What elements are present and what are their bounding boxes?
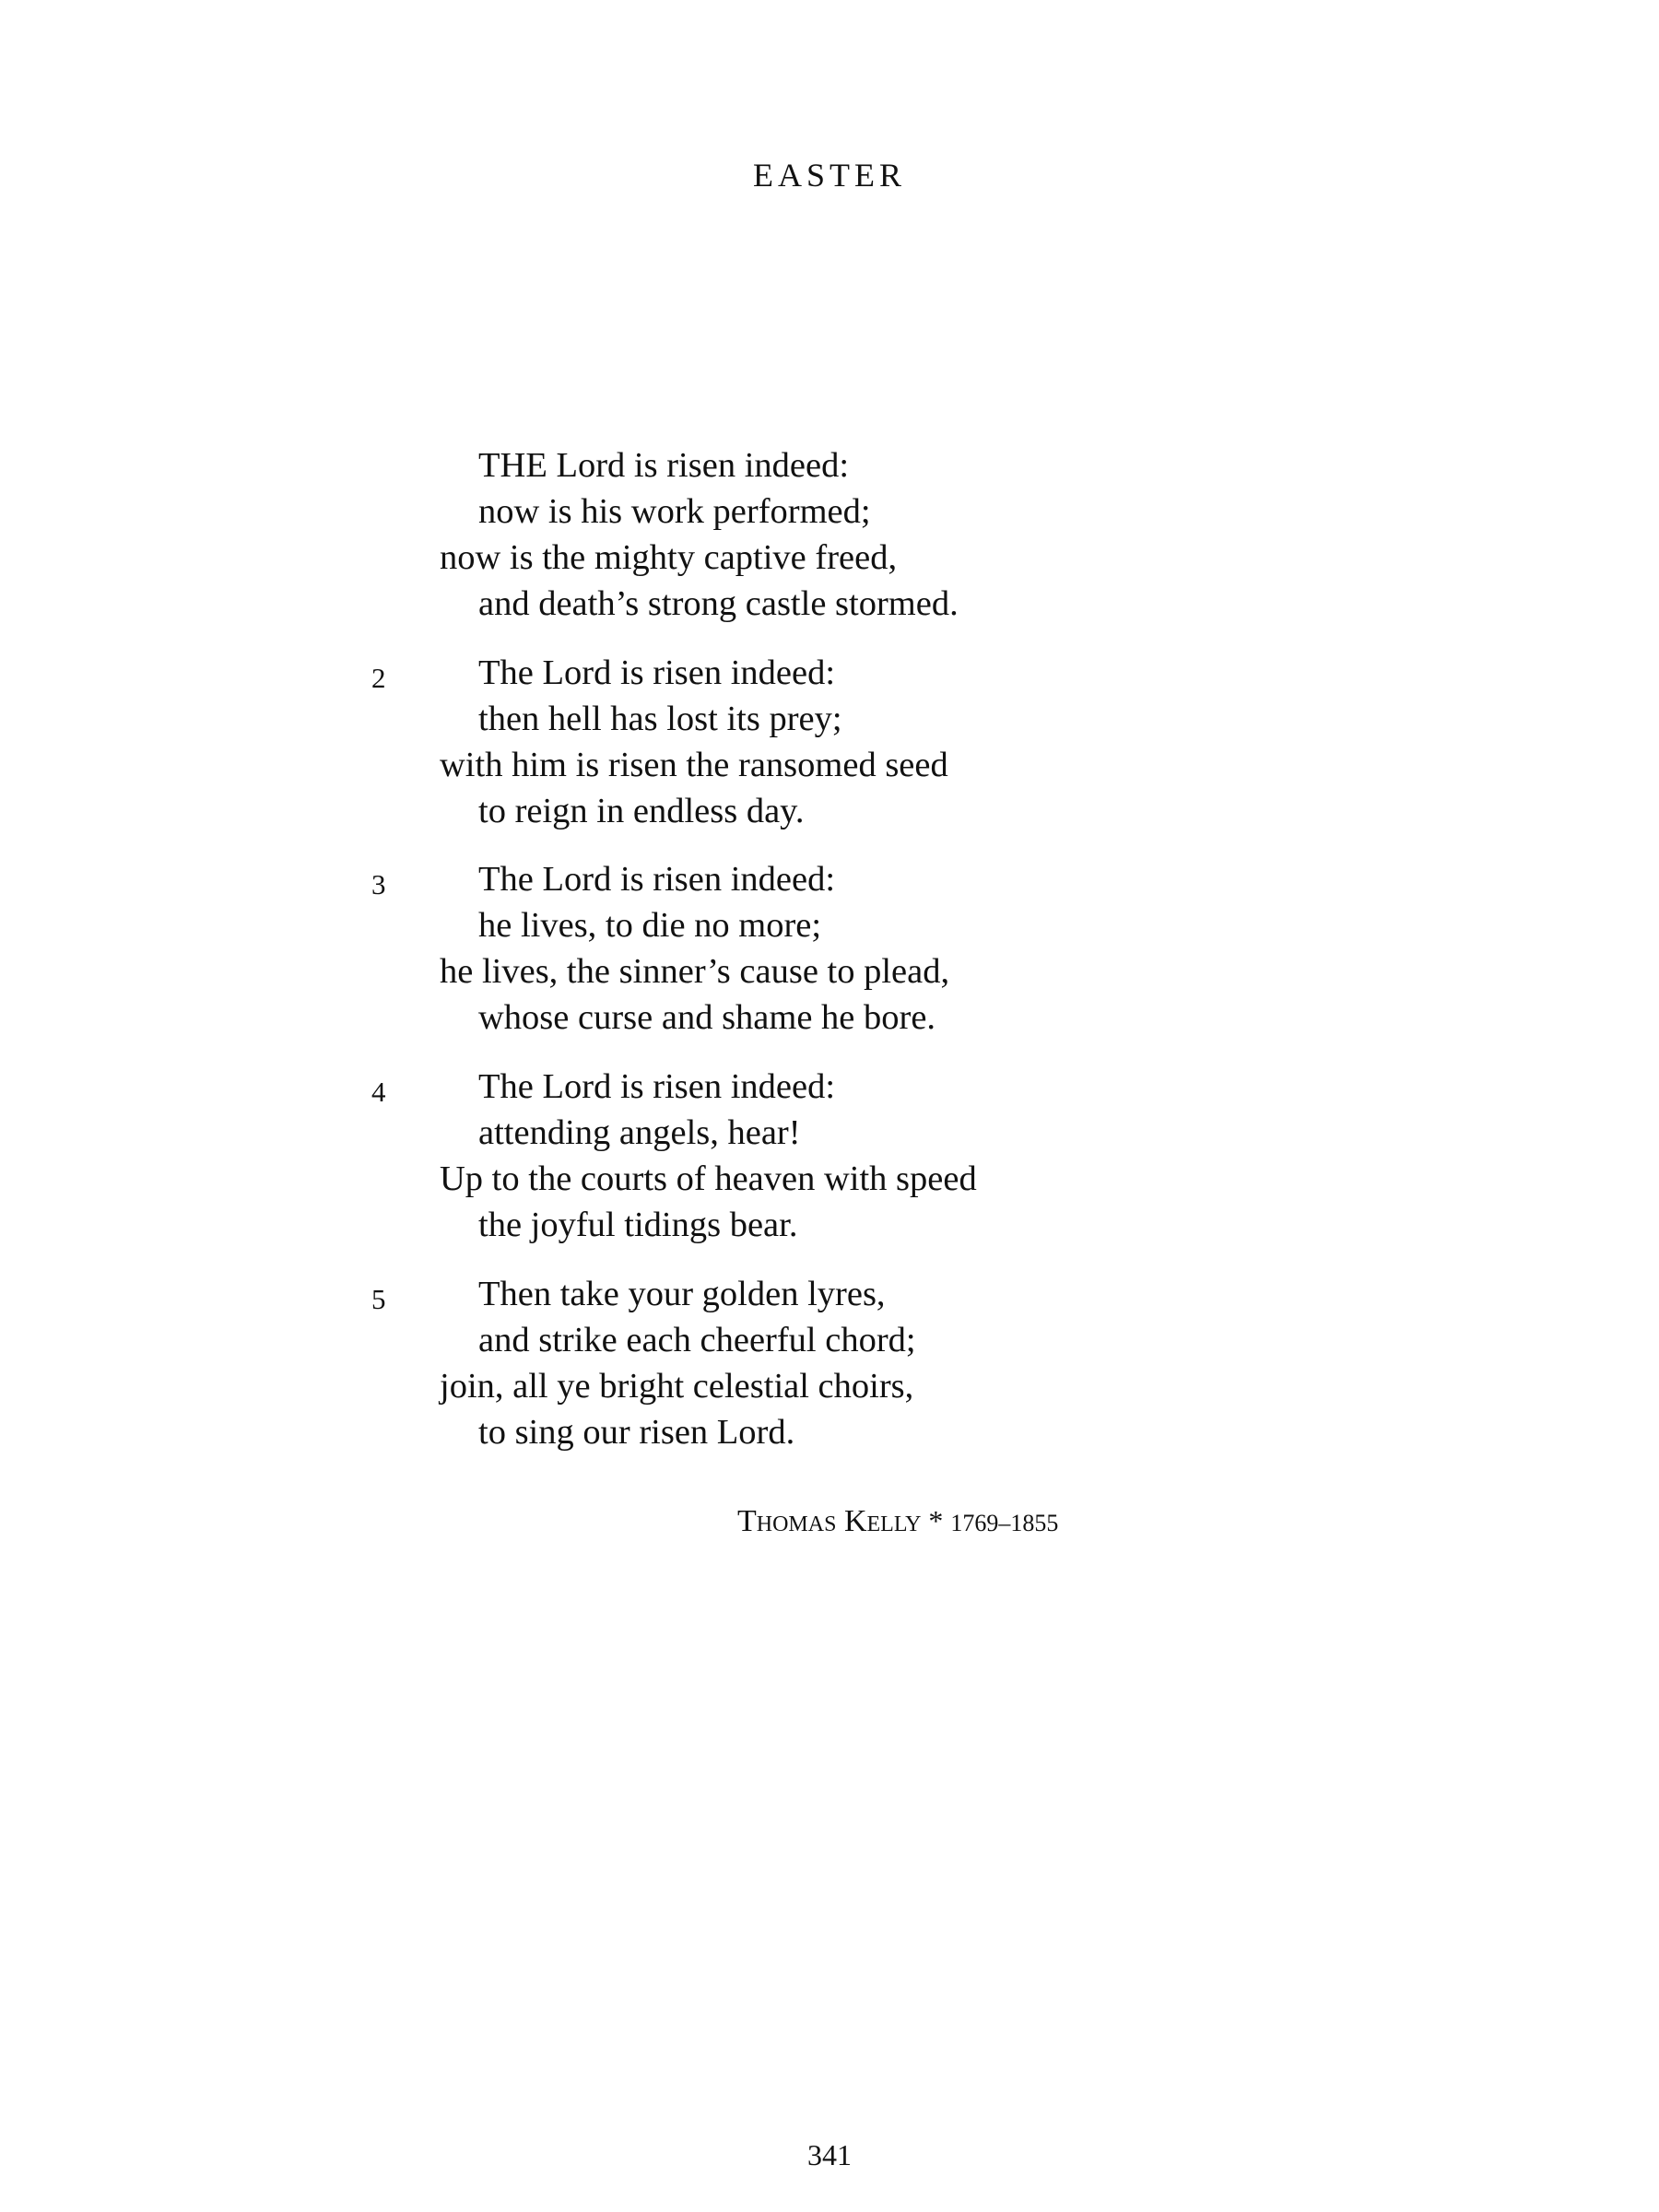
stanza-line: he lives, the sinner’s cause to plead, (440, 952, 950, 991)
stanza-line: and strike each cheerful chord; (478, 1321, 916, 1359)
hymn-attribution (737, 1500, 1058, 1544)
page-heading: EASTER (752, 157, 906, 194)
stanza-line: to reign in endless day. (478, 792, 805, 830)
stanza-line: with him is risen the ransomed seed (440, 746, 948, 784)
stanza-line: then hell has lost its prey; (478, 700, 842, 738)
verse-number: 3 (371, 868, 386, 900)
stanza-line: THE Lord is risen indeed: (478, 446, 850, 485)
stanza-line: attending angels, hear! (478, 1113, 801, 1152)
asterisk-mark: * (928, 1504, 944, 1537)
stanza-line: now is his work performed; (478, 492, 871, 531)
stanza-line: Then take your golden lyres, (478, 1275, 886, 1313)
stanza-line: whose curse and shame he bore. (478, 998, 936, 1037)
stanza-line: join, all ye bright celestial choirs, (440, 1367, 914, 1406)
author-dates: 1769–1855 (950, 1510, 1059, 1536)
stanza-line: the joyful tidings bear. (478, 1206, 798, 1244)
page-number: 341 (807, 2138, 852, 2171)
stanza-line: he lives, to die no more; (478, 906, 822, 945)
verse-number: 5 (371, 1283, 386, 1315)
stanza-line: The Lord is risen indeed: (478, 1067, 836, 1106)
verse-number: 2 (371, 662, 386, 694)
stanza-line: and death’s strong castle stormed. (478, 584, 959, 623)
stanza-line: Up to the courts of heaven with speed (440, 1159, 977, 1198)
stanza-line: The Lord is risen indeed: (478, 653, 836, 692)
stanza-line: now is the mighty captive freed, (440, 538, 898, 577)
stanza-line: The Lord is risen indeed: (478, 860, 836, 899)
verse-number: 4 (371, 1076, 386, 1108)
author-name: Thomas Kelly (737, 1504, 922, 1538)
stanza-line: to sing our risen Lord. (478, 1413, 795, 1452)
